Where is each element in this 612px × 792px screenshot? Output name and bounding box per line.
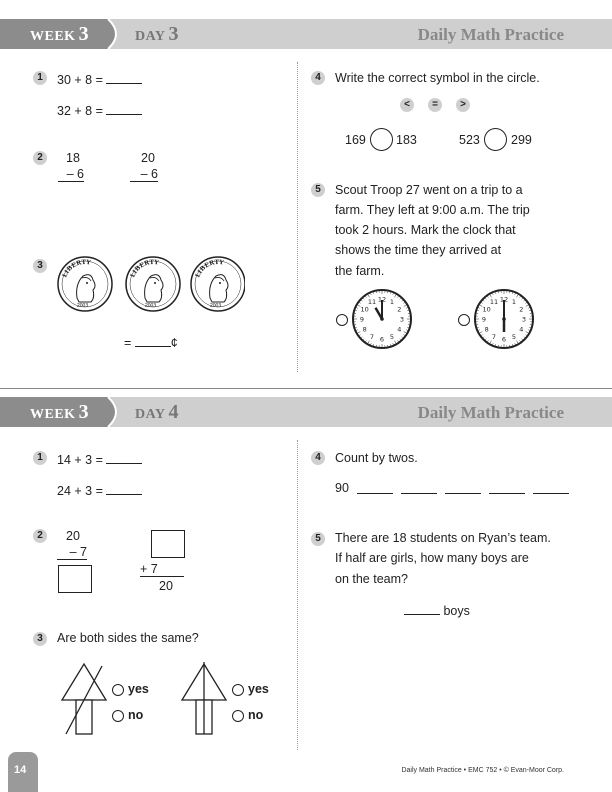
clock-number: 1 [511,298,517,307]
column-divider [297,62,298,372]
compare-number: 183 [396,133,417,147]
question-prompt: Write the correct symbol in the circle. [335,71,540,85]
question-prompt: Are both sides the same? [57,631,199,645]
subtrahend: – 6 [58,167,84,182]
clock-number: 2 [519,305,524,314]
no-radio[interactable] [112,710,124,722]
answer-blank[interactable] [106,451,142,464]
symbol-greater-than: > [456,98,470,112]
quarter-coins [55,254,245,314]
footer-credit: Daily Math Practice • EMC 752 • © Evan-Moor Corp. [401,767,564,774]
clock-number: 10 [360,305,369,314]
symmetry-shape-1 [58,660,110,736]
problem-text: 32 + 8 = [57,102,142,118]
clock-number: 12 [377,295,387,304]
answer-radio[interactable] [458,314,470,326]
page-number: 14 [14,764,27,776]
section-divider [0,388,612,389]
day-label: DAY 3 [135,23,180,45]
answer-circle[interactable] [370,128,393,151]
question-number: 1 [33,71,47,85]
svg-text:LIBERTY: LIBERTY [61,258,92,279]
clock-number: 11 [367,298,377,307]
clock-number: 3 [399,315,405,324]
clock-number: 10 [482,305,491,314]
question-number: 5 [311,532,325,546]
svg-text:2003: 2003 [145,303,157,309]
clock-number: 7 [369,332,375,341]
problem-text: 24 + 3 = [57,482,142,498]
symbol-less-than: < [400,98,414,112]
question-number: 2 [33,151,47,165]
subtrahend: – 7 [57,545,87,560]
column-divider [297,440,298,750]
week-label: WEEK 3 [30,23,90,45]
svg-text:LIBERTY: LIBERTY [129,258,160,279]
clock-11-oclock [350,287,414,351]
answer-blank[interactable] [445,493,481,494]
question-number: 3 [33,259,47,273]
question-prompt: Count by twos. [335,451,418,465]
day4-header-banner [0,397,612,427]
page-title: Daily Math Practice [417,25,564,44]
quarter-coin [126,257,180,311]
week-label: WEEK 3 [30,401,90,423]
clock-number: 6 [501,335,507,344]
week-tab [0,397,124,427]
sum: 20 [159,579,173,593]
clock-number: 4 [519,325,524,334]
question-number: 1 [33,451,47,465]
clock-number: 5 [511,332,517,341]
word-problem-line: the farm. [335,264,385,278]
word-problem-line: shows the time they arrived at [335,243,502,257]
quarter-coin [58,257,112,311]
answer-blank[interactable] [404,602,440,615]
day3-header-banner [0,19,612,49]
answer-blank[interactable] [533,493,569,494]
answer-blank[interactable] [106,482,142,495]
minuend: 20 [141,151,155,165]
answer-radio[interactable] [336,314,348,326]
clock-number: 8 [362,325,367,334]
answer-blank[interactable] [357,493,393,494]
clock-6-oclock [472,287,536,351]
question-number: 2 [33,529,47,543]
day-label: DAY 4 [135,401,180,423]
svg-text:2003: 2003 [77,303,89,309]
answer-blank[interactable] [106,102,142,115]
clock-number: 12 [499,295,509,304]
count-start: 90 [335,481,349,495]
question-number: 3 [33,632,47,646]
yes-radio[interactable] [112,684,124,696]
clock-number: 5 [389,332,395,341]
question-number: 4 [311,451,325,465]
answer-box[interactable] [151,530,185,558]
week-tab [0,19,124,49]
clock-number: 11 [489,298,499,307]
answer-box[interactable] [58,565,92,593]
minuend: 18 [66,151,80,165]
word-problem-line: There are 18 students on Ryan’s team. [335,531,551,545]
page-title: Daily Math Practice [417,403,564,422]
yes-label: yes [248,682,269,696]
word-problem-line: on the team? [335,572,408,586]
no-label: no [128,708,144,722]
minuend: 20 [66,529,80,543]
answer-blank[interactable] [489,493,525,494]
clock-number: 9 [481,315,487,324]
compare-number: 169 [345,133,366,147]
problem-text: 30 + 8 = [57,71,142,87]
word-problem-line: took 2 hours. Mark the clock that [335,223,516,237]
yes-label: yes [128,682,149,696]
clock-center [380,317,384,321]
clock-number: 3 [521,315,527,324]
no-label: no [248,708,264,722]
svg-text:LIBERTY: LIBERTY [194,258,225,279]
answer-blank[interactable] [106,71,142,84]
word-problem-line: If half are girls, how many boys are [335,551,529,565]
clock-number: 8 [484,325,489,334]
coin-total: = ¢ [124,336,178,350]
symmetry-shape-2 [178,660,230,736]
no-radio[interactable] [232,710,244,722]
answer-circle[interactable] [484,128,507,151]
answer-blank[interactable] [401,493,437,494]
question-number: 4 [311,71,325,85]
compare-number: 299 [511,133,532,147]
question-number: 5 [311,183,325,197]
word-problem-line: Scout Troop 27 went on a trip to a [335,183,523,197]
quarter-coin [191,257,245,311]
addend: + 7 [140,562,184,577]
answer-line: boys [404,602,470,618]
word-problem-line: farm. They left at 9:00 a.m. The trip [335,203,530,217]
clock-number: 6 [379,335,385,344]
clock-center [502,317,506,321]
clock-number: 1 [389,298,395,307]
clock-number: 9 [359,315,365,324]
clock-number: 2 [397,305,402,314]
problem-text: 14 + 3 = [57,451,142,467]
symbol-equals: = [428,98,442,112]
clock-number: 4 [397,325,402,334]
clock-number: 7 [491,332,497,341]
compare-number: 523 [459,133,480,147]
yes-radio[interactable] [232,684,244,696]
answer-blank[interactable] [135,334,171,347]
subtrahend: – 6 [130,167,158,182]
svg-text:2003: 2003 [210,303,222,309]
